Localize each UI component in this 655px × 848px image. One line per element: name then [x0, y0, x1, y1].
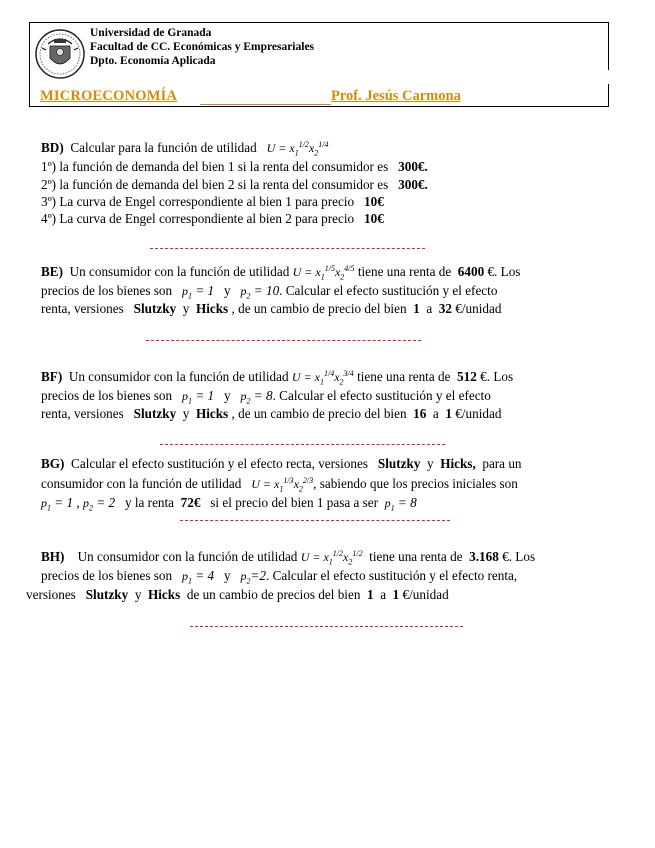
text: y — [224, 388, 231, 403]
header-border-left — [29, 22, 30, 106]
problem-bf-label: BF) — [41, 369, 63, 384]
text: , de un cambio de precio del bien — [231, 406, 407, 421]
problem-bd-intro-text: Calcular para la función de utilidad — [70, 140, 257, 155]
text: , de un cambio de precio del bien — [231, 301, 407, 316]
problem-bf-line-1 — [41, 367, 513, 387]
item-text: 3º) La curva de Engel correspondiente al bien 1 para precio — [41, 194, 355, 209]
hicks-label: Hicks — [195, 301, 229, 316]
separator-3 — [160, 444, 445, 445]
text: €. Los — [480, 369, 514, 384]
text: Calcular el efecto sustitución y el efecto recta, versiones — [71, 456, 369, 471]
text: si el precio del bien 1 pasa a ser — [210, 495, 379, 510]
text: Un consumidor con la función de utilidad — [69, 264, 290, 279]
hicks-label: Hicks — [148, 587, 181, 602]
problem-bf-line-2: precios de los bienes son $p_1 = 1$ y $p_2 = 8$. Calcular el efecto sustitución y el efecto — [41, 388, 491, 406]
text: precios de los bienes son — [41, 388, 173, 403]
utility-formula-bg: $U = x_1^{1/3}x_2^{2/3}$ — [251, 476, 314, 494]
item-value: 10€ — [364, 211, 384, 226]
text: Un consumidor con la función de utilidad — [68, 369, 289, 384]
item-value: 300€. — [398, 159, 428, 174]
text: €/unidad — [402, 587, 449, 602]
item-text: 1º) la función de demanda del bien 1 si la renta del consumidor es — [41, 159, 389, 174]
problem-be-line-2: precios de los bienes son $p_1 = 1$ y $p_2 = 10$. Calcular el efecto sustitución y el efecto — [41, 283, 498, 301]
problem-be-line-1 — [41, 262, 520, 282]
separator-1 — [150, 248, 425, 249]
problem-bg-line-2 — [41, 474, 518, 494]
text: tiene una renta de — [369, 549, 463, 564]
text: tiene una renta de — [357, 264, 452, 279]
text: €/unidad — [455, 301, 502, 316]
course-title: MICROECONOMÍA — [40, 88, 178, 104]
separator-2 — [146, 340, 421, 341]
price-1: = 1 — [195, 283, 215, 298]
problem-bd-intro — [41, 138, 328, 158]
header-border-right-lower — [608, 84, 609, 106]
slutzky-label: Slutzky — [85, 587, 129, 602]
new-price: 1 — [445, 406, 452, 421]
text: versiones — [26, 587, 76, 602]
text: tiene una renta de — [357, 369, 451, 384]
header-border-bottom — [29, 106, 609, 107]
text: . Calcular el efecto sustitución y el efecto — [272, 388, 491, 403]
text: precios de los bienes son — [41, 283, 173, 298]
title-underline-fill — [200, 104, 331, 105]
problem-bf-line-3: renta, versiones Slutzky y Hicks , de un cambio de precio del bien 16 a 1 €/unidad — [41, 406, 502, 421]
hicks-label: Hicks, — [440, 456, 476, 471]
text: Un consumidor con la función de utilidad — [77, 549, 298, 564]
problem-bd-label: BD) — [41, 140, 64, 155]
item-value: 10€ — [364, 194, 384, 209]
header-border-top — [29, 22, 609, 23]
income-value: 3.168 — [469, 549, 499, 564]
new-price-1: = 8 — [397, 495, 417, 510]
price-1: = 1 — [195, 388, 215, 403]
utility-formula-bh: $U = x_1^{1/2}x_2^{1/2}$ — [300, 549, 363, 567]
problem-bg-label: BG) — [41, 456, 65, 471]
text: . Calcular el efecto sustitución y el efecto renta, — [265, 568, 518, 583]
header-border-right — [608, 22, 609, 70]
text: renta, versiones — [41, 301, 124, 316]
text: y la renta — [124, 495, 175, 510]
problem-bh-line-1 — [41, 547, 535, 567]
income-value: 512 — [457, 369, 477, 384]
problem-bg-line-1 — [41, 454, 522, 474]
new-price: 32 — [438, 301, 452, 316]
separator-4 — [180, 520, 450, 521]
text: , sabiendo que los precios iniciales son — [313, 476, 518, 491]
utility-formula-bd: $U = x_1^{1/2}x_2^{1/4}$ — [266, 140, 329, 158]
utility-formula-bf: $U = x_1^{1/4}x_2^{3/4}$ — [291, 369, 354, 387]
price-2: = 8 — [253, 388, 273, 403]
slutzky-label: Slutzky — [133, 406, 177, 421]
problem-bh-line-2: precios de los bienes son $p_1 = 4$ y $p_2=2$. Calcular el efecto sustitución y el efecto renta, — [41, 568, 518, 586]
separator-5 — [190, 626, 463, 627]
problem-bd-item-1 — [41, 157, 428, 177]
university-name: Universidad de Granada — [90, 27, 212, 39]
text: €. Los — [502, 549, 536, 564]
item-text: 2º) la función de demanda del bien 2 si la renta del consumidor es — [41, 177, 389, 192]
problem-bd-item-4 — [41, 209, 384, 229]
professor-name: Prof. Jesús Carmona — [331, 88, 461, 104]
price-1: = 4 — [195, 568, 215, 583]
text: de un cambio de precios del bien — [186, 587, 361, 602]
text: . Calcular el efecto sustitución y el efecto — [279, 283, 498, 298]
university-seal-icon — [34, 28, 86, 80]
text: €/unidad — [455, 406, 502, 421]
text: a — [426, 301, 433, 316]
problem-bh-line-3: versiones Slutzky y Hicks de un cambio de precios del bien 1 a 1 €/unidad — [26, 587, 449, 602]
good-number: 16 — [413, 406, 427, 421]
item-value: 300€. — [398, 177, 428, 192]
utility-formula-be: $U = x_1^{1/5}x_2^{4/5}$ — [292, 264, 355, 282]
income-value: 72€ — [180, 495, 201, 510]
price-2: = 10 — [253, 283, 280, 298]
text: para un — [482, 456, 522, 471]
good-number: 1 — [367, 587, 374, 602]
hicks-label: Hicks — [195, 406, 229, 421]
problem-be-label: BE) — [41, 264, 63, 279]
faculty-name: Facultad de CC. Económicas y Empresariales — [90, 41, 315, 53]
text: y — [224, 283, 231, 298]
text: precios de los bienes son — [41, 568, 173, 583]
problem-bg-line-3: $p_1 = 1$ , $p_2 = 2$ y la renta 72€ si el precio del bien 1 pasa a ser $p_1 = 8$ — [41, 495, 417, 513]
text: y — [427, 456, 434, 471]
institution-block — [90, 26, 314, 68]
new-price: 1 — [392, 587, 400, 602]
income-value: 6400 — [457, 264, 485, 279]
text: a — [432, 406, 439, 421]
item-text: 4º) La curva de Engel correspondiente al bien 2 para precio — [41, 211, 355, 226]
text: €. Los — [487, 264, 521, 279]
text: a — [380, 587, 387, 602]
price-2: = 2 — [96, 495, 116, 510]
good-number: 1 — [413, 301, 420, 316]
slutzky-label: Slutzky — [133, 301, 177, 316]
problem-be-line-3: renta, versiones Slutzky y Hicks , de un cambio de precio del bien 1 a 32 €/unidad — [41, 301, 502, 316]
problem-bh-label: BH) — [41, 549, 65, 564]
text: renta, versiones — [41, 406, 124, 421]
department-name: Dpto. Economía Aplicada — [90, 55, 216, 67]
text: consumidor con la función de utilidad — [41, 476, 242, 491]
slutzky-label: Slutzky — [377, 456, 421, 471]
price-1: = 1 — [54, 495, 74, 510]
price-2: =2 — [250, 568, 266, 583]
text: y — [224, 568, 231, 583]
